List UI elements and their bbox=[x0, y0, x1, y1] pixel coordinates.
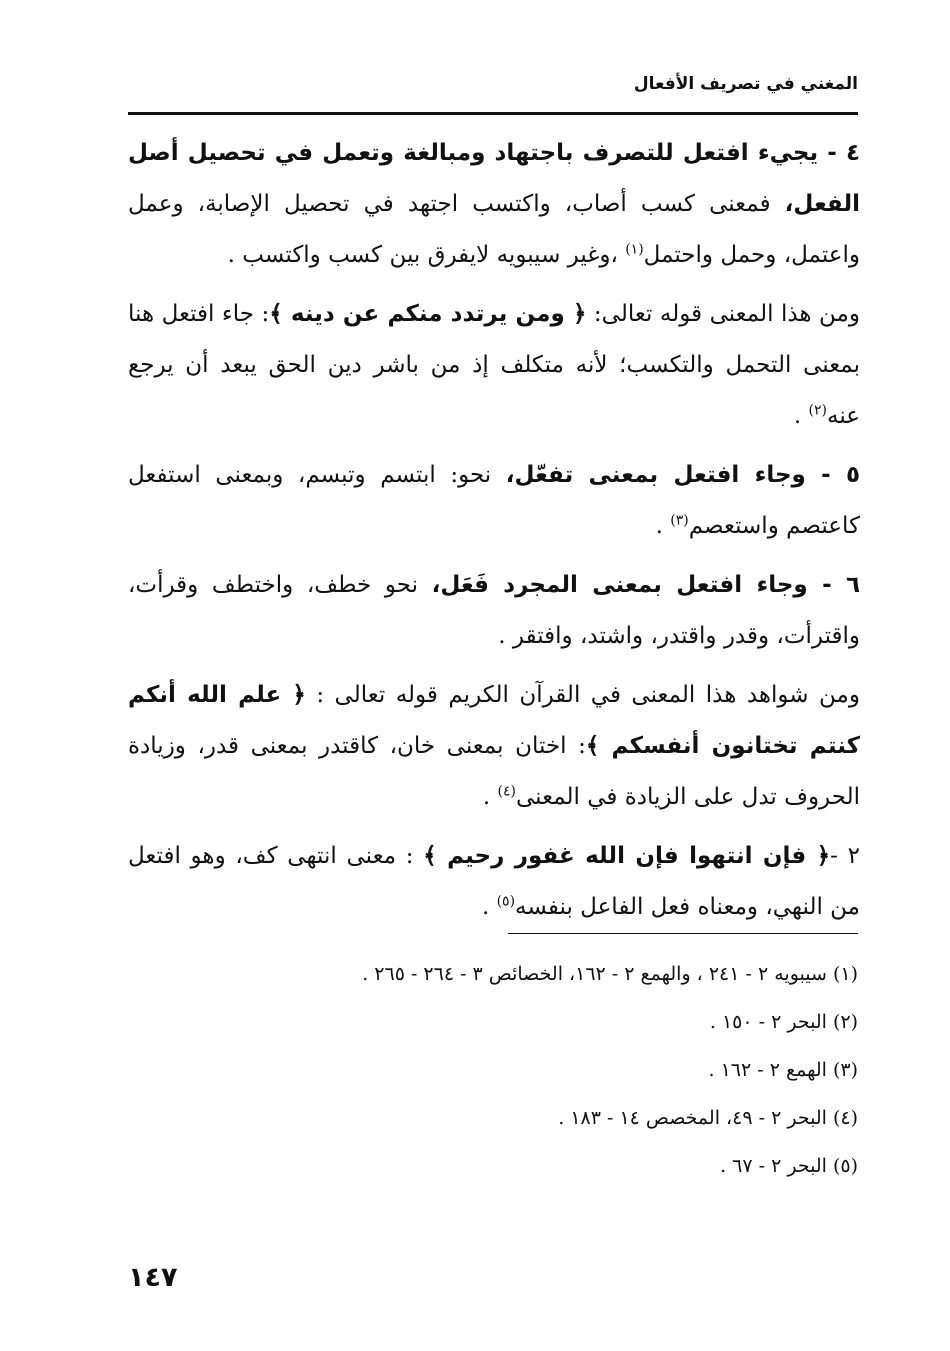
paragraph-text: نحو خطف، واختطف وقرأت، واقترأت، وقدر واقتدر، واشتد، وافتقر . bbox=[128, 572, 860, 649]
paragraph-quran-example-2 bbox=[128, 670, 860, 823]
paragraph-lead: ٥ - وجاء افتعل بمعنى تفعّل، bbox=[505, 462, 860, 488]
paragraph-item-2 bbox=[128, 831, 860, 933]
paragraph-intro: ٢ - bbox=[830, 843, 860, 869]
quran-quote: ﴿ فإن انتهوا فإن الله غفور رحيم ﴾ bbox=[423, 843, 831, 869]
paragraph-lead: ٤ - يجيء افتعل للتصرف باجتهاد ومبالغة وتعمل في تحصيل أصل الفعل، bbox=[128, 140, 860, 217]
paragraph-rule-6 bbox=[128, 560, 860, 662]
footnote-3: (٣) الهمع ٢ - ١٦٢ . bbox=[708, 1059, 858, 1081]
footnote-4: (٤) البحر ٢ - ٤٩، المخصص ١٤ - ١٨٣ . bbox=[558, 1107, 858, 1129]
paragraph-rule-5 bbox=[128, 450, 860, 552]
running-title: المغني في تصريف الأفعال bbox=[633, 74, 858, 94]
paragraph-rule-4 bbox=[128, 128, 860, 281]
paragraph-quran-example-1 bbox=[128, 289, 860, 442]
main-text bbox=[128, 128, 860, 941]
footnote-ref[interactable]: (١) bbox=[625, 241, 644, 258]
footnote-ref[interactable]: (٤) bbox=[497, 783, 516, 800]
page-number: ١٤٧ bbox=[128, 1262, 178, 1293]
footnote-rule bbox=[508, 933, 858, 934]
footnote-1: (١) سيبويه ٢ - ٢٤١ ، والهمع ٢ - ١٦٢، الخصائص ٣ - ٢٦٤ - ٢٦٥ . bbox=[362, 963, 858, 985]
paragraph-lead: ٦ - وجاء افتعل بمعنى المجرد فَعَل، bbox=[431, 572, 861, 598]
footnote-5: (٥) البحر ٢ - ٦٧ . bbox=[720, 1155, 858, 1177]
paragraph-text: : اختان بمعنى خان، كاقتدر بمعنى قدر، وزيادة الحروف تدل على الزيادة في المعنى bbox=[128, 733, 860, 810]
paragraph-text: نحو: ابتسم وتبسم، وبمعنى استفعل كاعتصم واستعصم bbox=[128, 462, 860, 539]
paragraph-intro: ومن شواهد هذا المعنى في القرآن الكريم قوله تعالى : bbox=[305, 682, 860, 708]
header-rule bbox=[128, 112, 858, 115]
quran-quote: ﴿ ومن يرتدد منكم عن دينه ﴾ bbox=[269, 301, 587, 327]
footnote-ref[interactable]: (٢) bbox=[808, 402, 827, 419]
paragraph-text: فمعنى كسب أصاب، واكتسب اجتهد في تحصيل الإصابة، وعمل واعتمل، وحمل واحتمل bbox=[128, 191, 860, 268]
paragraph-tail: ،وغير سيبويه لايفرق بين كسب واكتسب . bbox=[227, 242, 626, 268]
footnotes bbox=[180, 950, 858, 1190]
quran-quote: ﴿ علم الله أنكم كنتم تختانون أنفسكم ﴾ bbox=[128, 682, 860, 759]
paragraph-tail: . bbox=[482, 784, 498, 810]
paragraph-tail: . bbox=[655, 513, 671, 539]
paragraph-tail: . bbox=[481, 894, 497, 920]
footnote-ref[interactable]: (٣) bbox=[670, 512, 689, 529]
paragraph-intro: ومن هذا المعنى قوله تعالى: bbox=[586, 301, 860, 327]
footnote-2: (٢) البحر ٢ - ١٥٠ . bbox=[709, 1011, 858, 1033]
footnote-ref[interactable]: (٥) bbox=[496, 893, 516, 910]
paragraph-text: : معنى انتهى كف، وهو افتعل من النهي، ومعناه فعل الفاعل بنفسه bbox=[128, 843, 860, 920]
paragraph-tail: . bbox=[793, 403, 809, 429]
paragraph-text: : جاء افتعل هنا بمعنى التحمل والتكسب؛ لأنه متكلف إذ من باشر دين الحق يبعد أن يرجع عنه bbox=[128, 301, 860, 429]
